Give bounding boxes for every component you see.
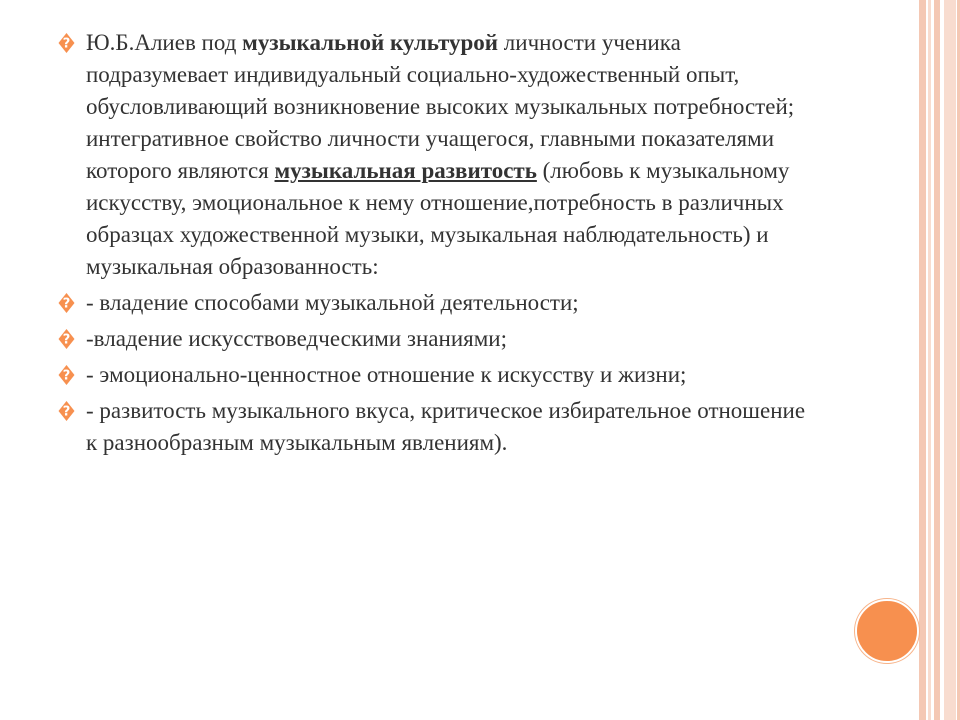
decorative-stripe: [928, 0, 931, 720]
decorative-stripe: [934, 0, 940, 720]
term-musical-development: музыкальная развитость: [274, 158, 537, 183]
bullet-icon: [58, 400, 75, 422]
bullet-icon: [58, 292, 75, 314]
svg-text:?: ?: [62, 332, 71, 348]
list-item-text: -владение искусствоведческими знаниями;: [86, 326, 507, 351]
bullet-icon: [58, 328, 75, 350]
list-item-text: - развитость музыкального вкуса, критическое избирательное отношение к разнообразным музыкальным явлениям).: [86, 398, 806, 455]
list-item: [58, 359, 818, 391]
svg-text:?: ?: [62, 404, 71, 420]
term-musical-culture: музыкальной культурой: [242, 30, 499, 55]
svg-text:?: ?: [62, 36, 71, 52]
text-run: (любовь к музыкальному искусству, эмоциональное к нему отношение,потребность в различных образцах художественной музыки, музыкальная наблюдательность) и музыкальная образованность:: [86, 158, 790, 279]
slide-body: [58, 27, 818, 463]
svg-text:?: ?: [62, 368, 71, 384]
text-run: Ю.Б.Алиев под: [86, 30, 243, 55]
bullet-icon: [58, 364, 75, 386]
decorative-stripe: [944, 0, 956, 720]
decorative-stripe: [919, 0, 926, 720]
svg-text:?: ?: [62, 296, 71, 312]
list-item-text: - владение способами музыкальной деятельности;: [86, 290, 579, 315]
bullet-icon: [58, 32, 75, 54]
list-item: [58, 395, 818, 459]
list-item: [58, 323, 818, 355]
list-item-text: - эмоционально-ценностное отношение к искусству и жизни;: [86, 362, 687, 387]
decorative-circle: [855, 599, 919, 663]
list-item: [58, 287, 818, 319]
paragraph-definition: [58, 27, 818, 283]
text-run: личности ученика подразумевает индивидуальный социально-художественный опыт, обусловливающий возникновение высоких музыкальных потребностей; интегративное свойство личности учащегося, главными показателями которого являются: [86, 30, 795, 183]
